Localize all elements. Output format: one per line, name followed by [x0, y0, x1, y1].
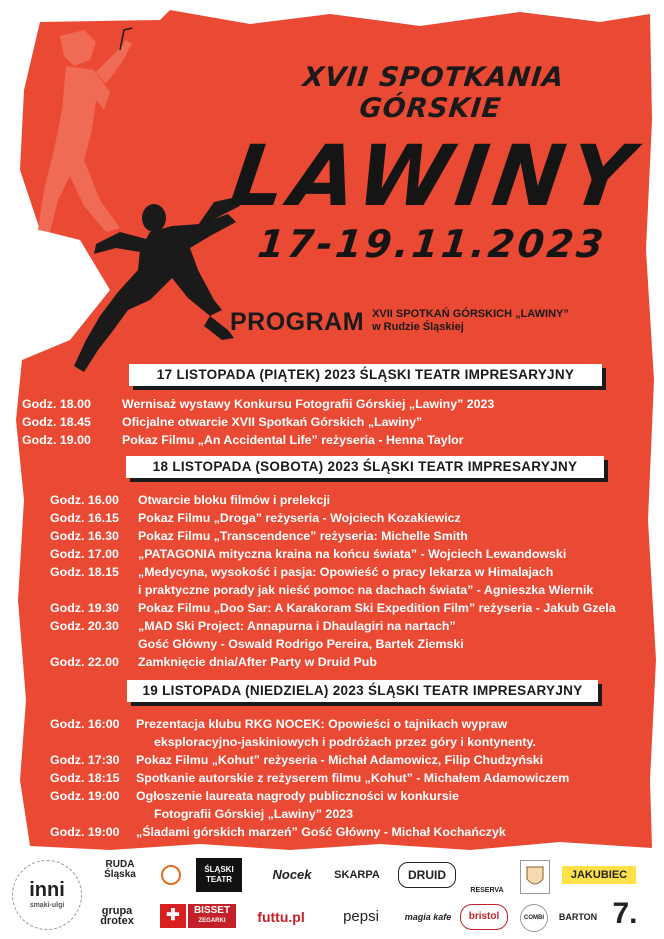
- event-subtitle: XVII SPOTKANIA GÓRSKIE: [301, 62, 566, 124]
- crest-icon: [520, 860, 550, 894]
- event-text: Pokaz Filmu „Transcendence” reżyseria: Michelle Smith: [138, 529, 468, 543]
- title-block: [225, 62, 644, 266]
- event-text: Wernisaż wystawy Konkursu Fotografii Górskiej „Lawiny” 2023: [122, 397, 495, 411]
- event-text: i praktyczne porady jak nieść pomoc na dachach świata” - Agnieszka Wiernik: [138, 583, 594, 597]
- event-text: Pokaz Filmu „Doo Sar: A Karakoram Ski Expedition Film” reżyseria - Jakub Gzela: [138, 601, 616, 615]
- barton-logo: BARTON: [558, 912, 598, 922]
- teatr-line1: ŚLĄSKI: [204, 865, 234, 874]
- event-text: „Medycyna, wysokość i pasja: Opowieść o pracy lekarza w Himalajach: [138, 565, 554, 579]
- event-time: Godz. 17:30: [50, 753, 120, 767]
- ruda-emblem-icon: [160, 864, 182, 886]
- bisset-text: BISSET: [193, 905, 231, 916]
- event-text: Ogłoszenie laureata nagrody publiczności w konkursie: [136, 789, 459, 803]
- ruda-logo: RUDA Śląska: [104, 859, 136, 880]
- program-desc-line1: XVII SPOTKAŃ GÓRSKICH „LAWINY”: [372, 308, 569, 320]
- event-time: Godz. 16.15: [50, 511, 119, 525]
- event-time: Godz. 20.30: [50, 619, 119, 633]
- day-banner-2: 18 LISTOPADA (SOBOTA) 2023 ŚLĄSKI TEATR IMPRESARYJNY: [126, 456, 604, 478]
- inni-logo-text: inni: [29, 879, 65, 901]
- event-text: Prezentacja klubu RKG NOCEK: Opowieści o tajnikach wypraw: [136, 717, 508, 731]
- day-banner-3: 19 LISTOPADA (NIEDZIELA) 2023 ŚLĄSKI TEATR IMPRESARYJNY: [127, 680, 598, 702]
- event-text: „PATAGONIA mityczna kraina na końcu świata” - Wojciech Lewandowski: [138, 547, 567, 561]
- reserva-logo: RESERVA: [470, 887, 504, 894]
- combi-logo: COMBI: [520, 904, 548, 932]
- event-time: Godz. 19:00: [50, 825, 120, 839]
- futtu-logo: futtu.pl: [257, 909, 305, 925]
- inni-logo-sub: smaki-ulgi: [29, 902, 65, 909]
- skarpa-logo: SKARPA: [334, 869, 380, 881]
- event-text: Pokaz Filmu „An Accidental Life” reżyseria - Henna Taylor: [122, 433, 464, 447]
- event-text: „Śladami górskich marzeń” Gość Główny - Michał Kochańczyk: [136, 825, 506, 839]
- program-label: PROGRAM: [230, 308, 365, 336]
- bristol-logo: bristol: [460, 904, 508, 930]
- slaski-teatr-logo: [196, 858, 242, 892]
- program-description: [372, 308, 569, 337]
- event-time: Godz. 18.45: [22, 415, 91, 429]
- day-banner-1: 17 LISTOPADA (PIĄTEK) 2023 ŚLĄSKI TEATR IMPRESARYJNY: [129, 364, 602, 386]
- event-text: Pokaz Filmu „Droga” reżyseria - Wojciech Kozakiewicz: [138, 511, 461, 525]
- event-text: Fotografii Górskiej „Lawiny” 2023: [154, 807, 353, 821]
- event-time: Godz. 18:15: [50, 771, 120, 785]
- program-heading: [230, 308, 569, 337]
- event-time: Godz. 19.00: [22, 433, 91, 447]
- event-time: Godz. 18.15: [50, 565, 119, 579]
- event-time: Godz. 19:00: [50, 789, 120, 803]
- event-title: LAWINY: [225, 127, 644, 225]
- event-text: Oficjalne otwarcie XVII Spotkań Górskich „Lawiny”: [122, 415, 423, 429]
- teatr-line2: TEATR: [205, 875, 233, 884]
- event-text: Spotkanie autorskie z reżyserem filmu „Kohut” - Michałem Adamowiczem: [136, 771, 570, 785]
- swiss-cross-icon: ✚: [160, 904, 186, 928]
- event-text: Otwarcie bloku filmów i prelekcji: [138, 493, 331, 507]
- event-dates: 17-19.11.2023: [255, 222, 609, 266]
- grupa-line2: drotex: [100, 915, 134, 927]
- event-time: Godz. 18.00: [22, 397, 91, 411]
- bisset-logo: [188, 904, 236, 928]
- event-time: Godz. 16.30: [50, 529, 119, 543]
- event-time: Godz. 22.00: [50, 655, 119, 669]
- event-text: Pokaz Filmu „Kohut” reżyseria - Michał Adamowicz, Filip Chudzyński: [136, 753, 544, 767]
- bisset-sub: ZEGARKI: [198, 918, 226, 924]
- event-text: eksploracyjno-jaskiniowych i podróżach przez góry i kontynenty.: [154, 735, 536, 749]
- inni-logo: [12, 860, 82, 930]
- jakubiec-logo: JAKUBIEC: [562, 866, 636, 884]
- event-time: Godz. 16.00: [50, 493, 119, 507]
- grupa-drotex-logo: [92, 902, 142, 930]
- pepsi-logo: pepsi: [343, 908, 379, 925]
- event-text: Zamknięcie dnia/After Party w Druid Pub: [138, 655, 377, 669]
- event-text: „MAD Ski Project: Annapurna i Dhaulagiri na nartach”: [138, 619, 456, 633]
- event-time: Godz. 17.00: [50, 547, 119, 561]
- event-time: Godz. 19.30: [50, 601, 119, 615]
- grupa-line1: grupa: [101, 905, 133, 917]
- event-time: Godz. 16:00: [50, 717, 120, 731]
- event-text: Gość Główny - Oswald Rodrigo Pereira, Bartek Ziemski: [138, 637, 464, 651]
- magia-kafe-logo: magia kafe: [404, 912, 452, 922]
- sponsor-logos: [0, 852, 664, 939]
- nocek-logo: Nocek: [272, 867, 312, 882]
- druid-logo: DRUID: [398, 862, 456, 888]
- seven-logo: 7.: [612, 897, 638, 930]
- program-desc-line2: w Rudzie Śląskiej: [372, 321, 464, 333]
